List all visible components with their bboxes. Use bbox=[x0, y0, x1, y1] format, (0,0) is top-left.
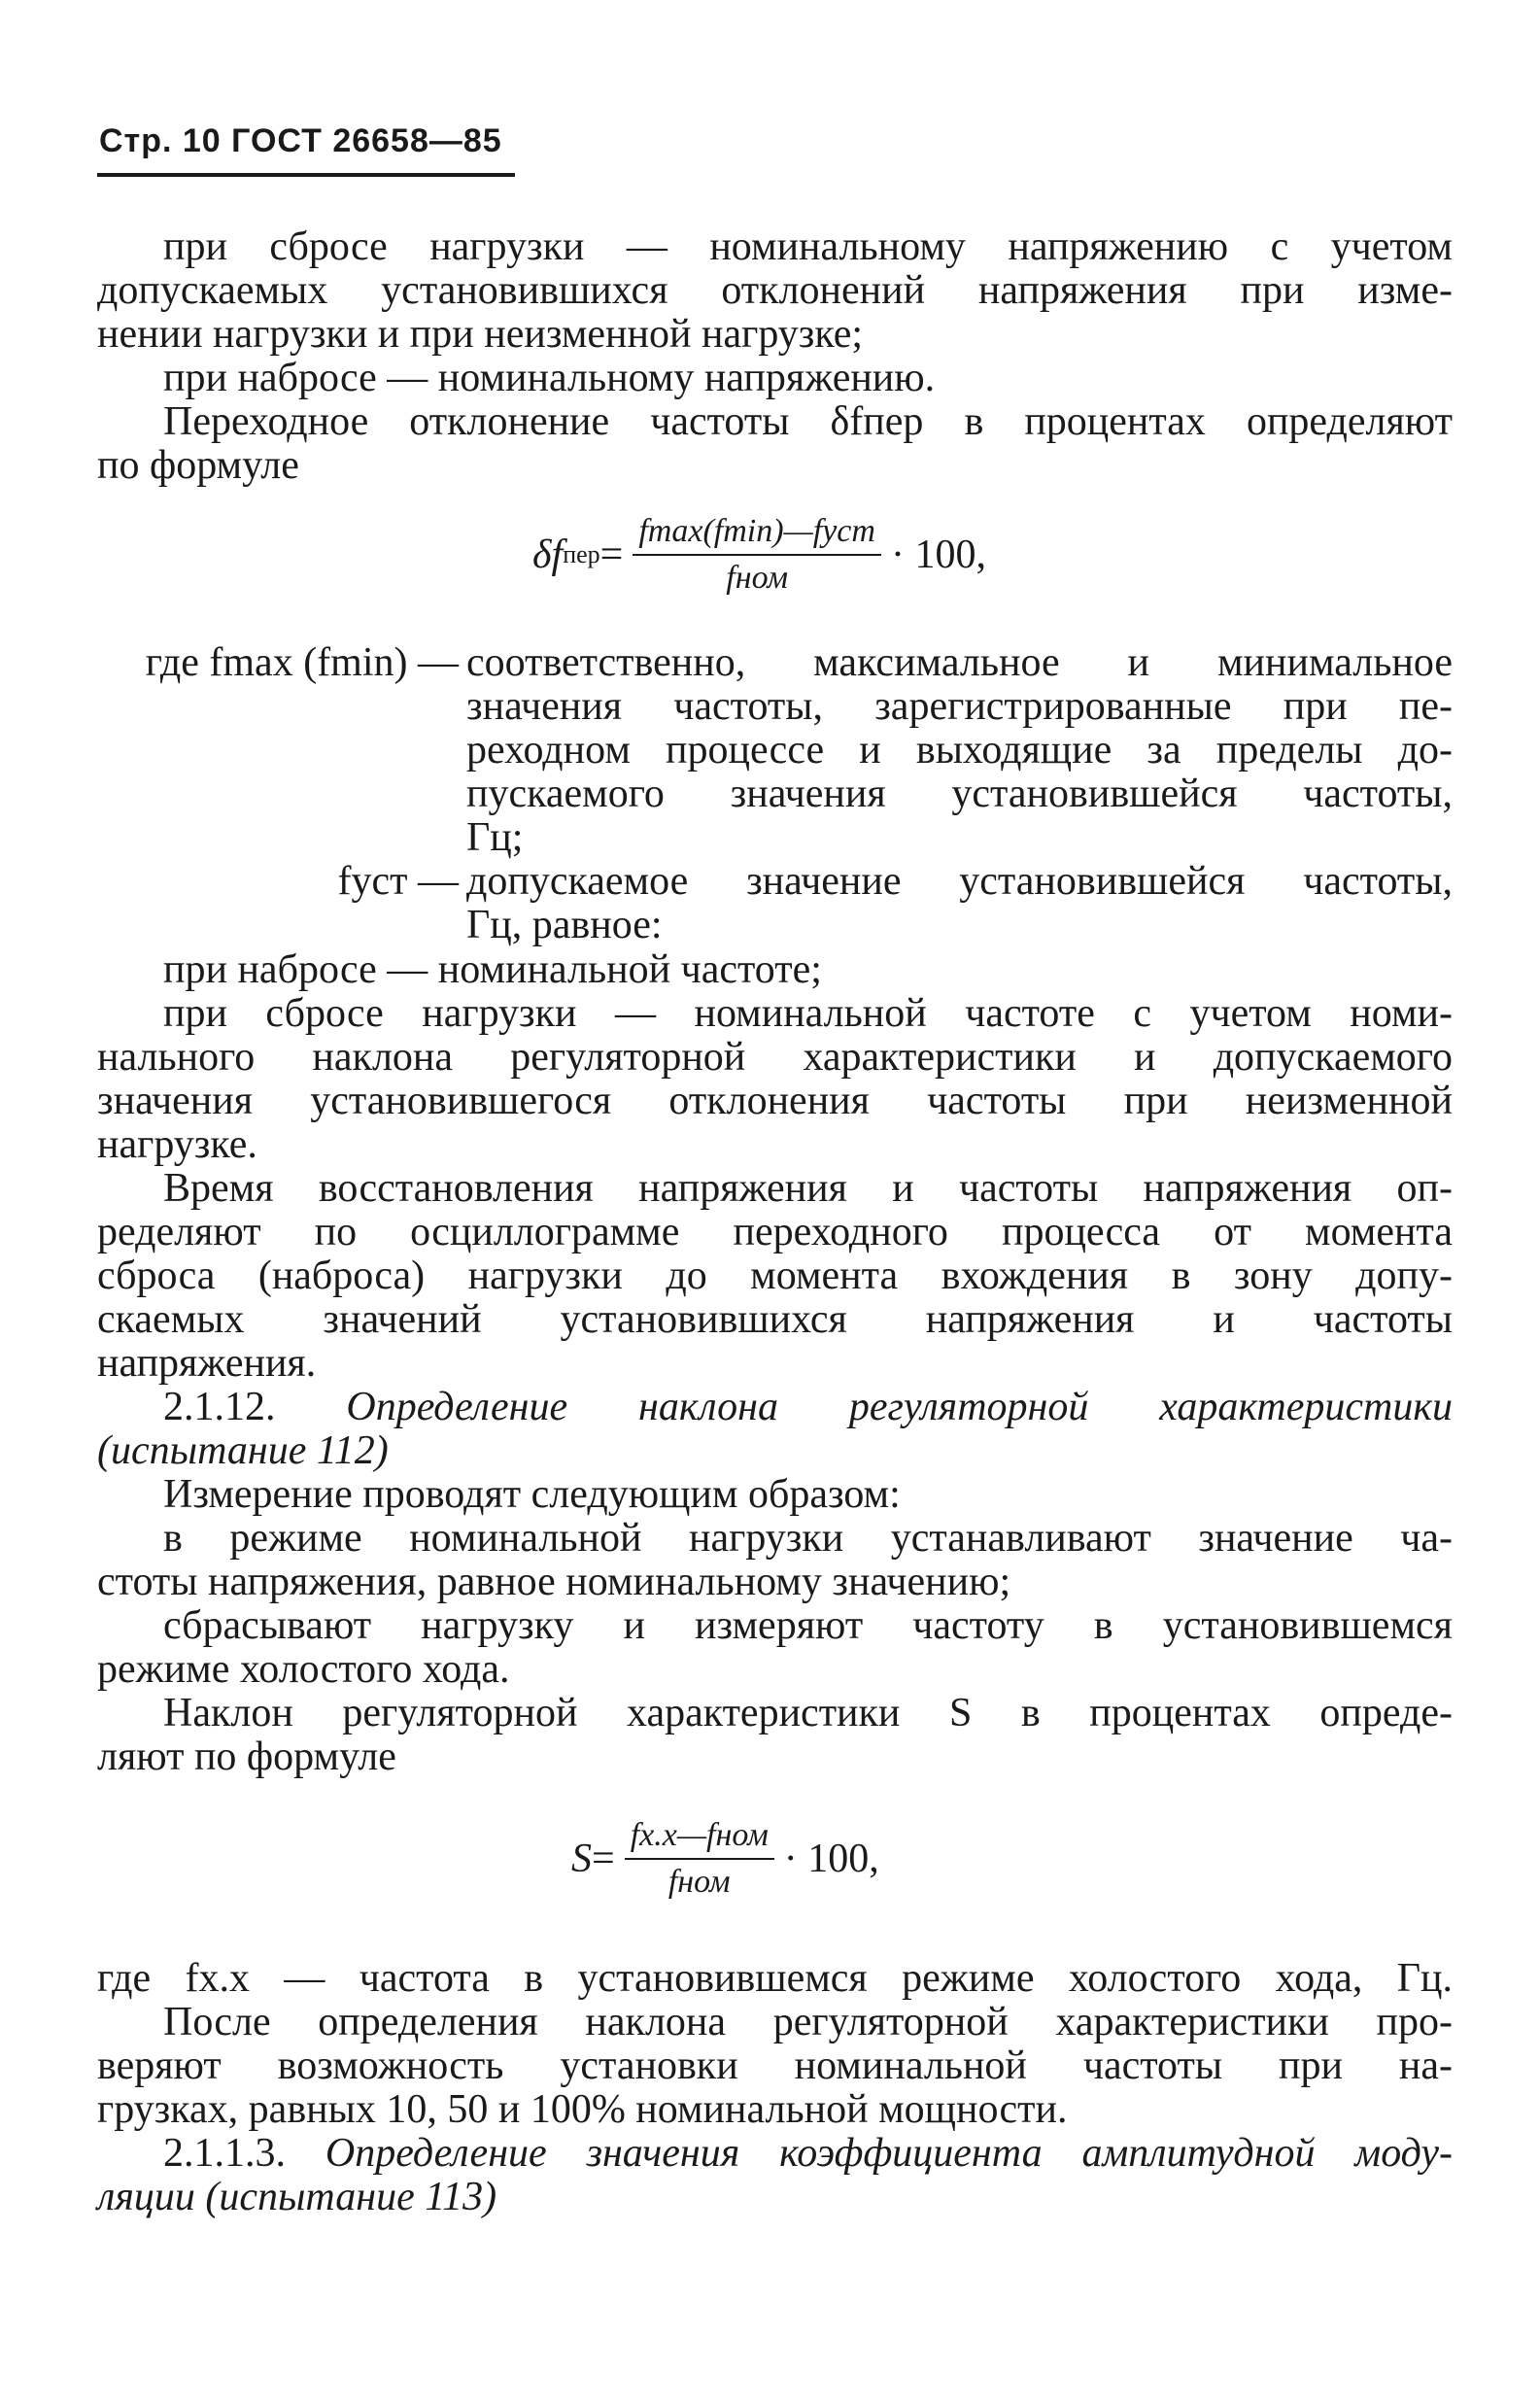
paragraph-6-line-3: сброса (наброса) нагрузки до момента вхождения в зону допу- bbox=[97, 1254, 1453, 1298]
paragraph-8-line-2: стоты напряжения, равное номинальному значению; bbox=[97, 1560, 1011, 1604]
section-title-cont: (испытание 112) bbox=[97, 1428, 389, 1473]
definition-body bbox=[466, 641, 1453, 860]
formula-2-denominator: fном bbox=[667, 1864, 731, 1900]
paragraph-10-line-1: Наклон регуляторной характеристики S в процентах опреде- bbox=[163, 1691, 1453, 1735]
formula-1-lhs-sub: пер bbox=[563, 540, 600, 568]
paragraph-11-line-3: грузках, равных 10, 50 и 100% номинальной мощности. bbox=[97, 2087, 1068, 2132]
definition-line: реходном процессе и выходящие за пределы до- bbox=[466, 728, 1453, 773]
paragraph-3-line-1: Переходное отклонение частоты δfпер в процентах определяют bbox=[163, 399, 1453, 444]
formula-2-numerator: fх.х—fном bbox=[625, 1817, 774, 1860]
paragraph-1-line-1: при сбросе нагрузки — номинальному напряжению с учетом bbox=[163, 224, 1453, 269]
definition-term: fуст — bbox=[337, 859, 459, 904]
paragraph-3-line-2: по формуле bbox=[97, 443, 299, 488]
formula-2-lhs: S bbox=[571, 1837, 592, 1881]
paragraph-5-line-2: нального наклона регуляторной характеристики и допускаемого bbox=[97, 1035, 1453, 1080]
paragraph-2: при набросе — номинальному напряжению. bbox=[163, 356, 936, 400]
header-rule bbox=[97, 173, 515, 177]
section-title-cont: ляции (испытание 113) bbox=[97, 2175, 497, 2219]
formula-1-fraction bbox=[633, 513, 881, 597]
section-2-1-12-heading-line-1 bbox=[97, 1386, 1453, 1429]
paragraph-9-line-2: режиме холостого хода. bbox=[97, 1647, 510, 1692]
definition-body bbox=[466, 860, 1453, 947]
paragraph-6-line-5: напряжения. bbox=[97, 1341, 317, 1386]
section-number: 2.1.12. bbox=[163, 1385, 276, 1429]
paragraph-11-line-1: После определения наклона регуляторной характеристики про- bbox=[163, 2000, 1453, 2044]
definition-line: соответственно, максимальное и минимальное bbox=[466, 640, 1453, 685]
formula-regulation-slope bbox=[571, 1817, 879, 1901]
formula-1-denominator: fном bbox=[726, 560, 789, 596]
paragraph-1-line-3: нении нагрузки и при неизменной нагрузке; bbox=[97, 312, 864, 357]
definition-list-1 bbox=[97, 641, 1453, 947]
paragraph-5-line-4: нагрузке. bbox=[97, 1122, 257, 1167]
formula-1-numerator: fmax(fmin)—fуст bbox=[633, 513, 881, 556]
paragraph-4: при набросе — номинальной частоте; bbox=[163, 947, 822, 992]
text-block-2 bbox=[97, 948, 1453, 1779]
section-2-1-1-3-heading-line-1 bbox=[97, 2132, 1453, 2176]
section-title: Определение наклона регуляторной характеристики bbox=[346, 1385, 1453, 1429]
paragraph-6-line-1: Время восстановления напряжения и частоты напряжения оп- bbox=[163, 1166, 1453, 1211]
definition-line: пускаемого значения установившейся частоты, bbox=[466, 772, 1453, 816]
paragraph-5-line-3: значения установившегося отклонения частоты при неизменной bbox=[97, 1079, 1453, 1123]
definition-line: значения частоты, зарегистрированные при пе- bbox=[466, 684, 1453, 729]
formula-1-equals: = bbox=[599, 532, 624, 577]
paragraph-11-line-2: веряют возможность установки номинальной частоты при на- bbox=[97, 2043, 1453, 2088]
formula-2-tail: · 100, bbox=[783, 1837, 879, 1881]
section-number: 2.1.1.3. bbox=[163, 2131, 286, 2176]
section-2-1-1-3-heading-line-2 bbox=[97, 2176, 1453, 2219]
text-block-3 bbox=[97, 1957, 1453, 2219]
definition-fust bbox=[97, 860, 1453, 947]
formula-2-fraction bbox=[625, 1817, 774, 1901]
page-header: Стр. 10 ГОСТ 26658—85 bbox=[99, 122, 502, 159]
paragraph-10-line-2: ляют по формуле bbox=[97, 1734, 396, 1779]
formula-1-lhs: δf bbox=[532, 532, 564, 577]
definition-line: Гц; bbox=[466, 815, 524, 860]
definition-fxx: где fх.х — частота в установившемся режиме холостого хода, Гц. bbox=[97, 1956, 1453, 2001]
paragraph-5-line-1: при сбросе нагрузки — номинальной частоте с учетом номи- bbox=[163, 991, 1453, 1036]
paragraph-6-line-2: ределяют по осциллограмме переходного процесса от момента bbox=[97, 1210, 1453, 1254]
text-block-1 bbox=[97, 225, 1453, 488]
paragraph-6-line-4: скаемых значений установившихся напряжения и частоты bbox=[97, 1297, 1453, 1342]
paragraph-1-line-2: допускаемых установившихся отклонений напряжения при изме- bbox=[97, 268, 1453, 313]
definition-fmax bbox=[97, 641, 1453, 860]
paragraph-8-line-1: в режиме номинальной нагрузки устанавливают значение ча- bbox=[163, 1516, 1453, 1561]
section-title: Определение значения коэффициента амплитудной моду- bbox=[325, 2131, 1453, 2176]
definition-line: Гц, равное: bbox=[466, 903, 663, 947]
formula-2-equals: = bbox=[592, 1837, 615, 1881]
section-2-1-12-heading-line-2 bbox=[97, 1429, 1453, 1473]
paragraph-7: Измерение проводят следующим образом: bbox=[163, 1472, 901, 1517]
definition-term: где fmax (fmin) — bbox=[145, 640, 459, 685]
formula-transient-deviation bbox=[532, 513, 986, 597]
formula-1-tail: · 100, bbox=[890, 532, 986, 577]
definition-line: допускаемое значение установившейся частоты, bbox=[466, 859, 1453, 904]
paragraph-9-line-1: сбрасывают нагрузку и измеряют частоту в установившемся bbox=[163, 1603, 1453, 1648]
